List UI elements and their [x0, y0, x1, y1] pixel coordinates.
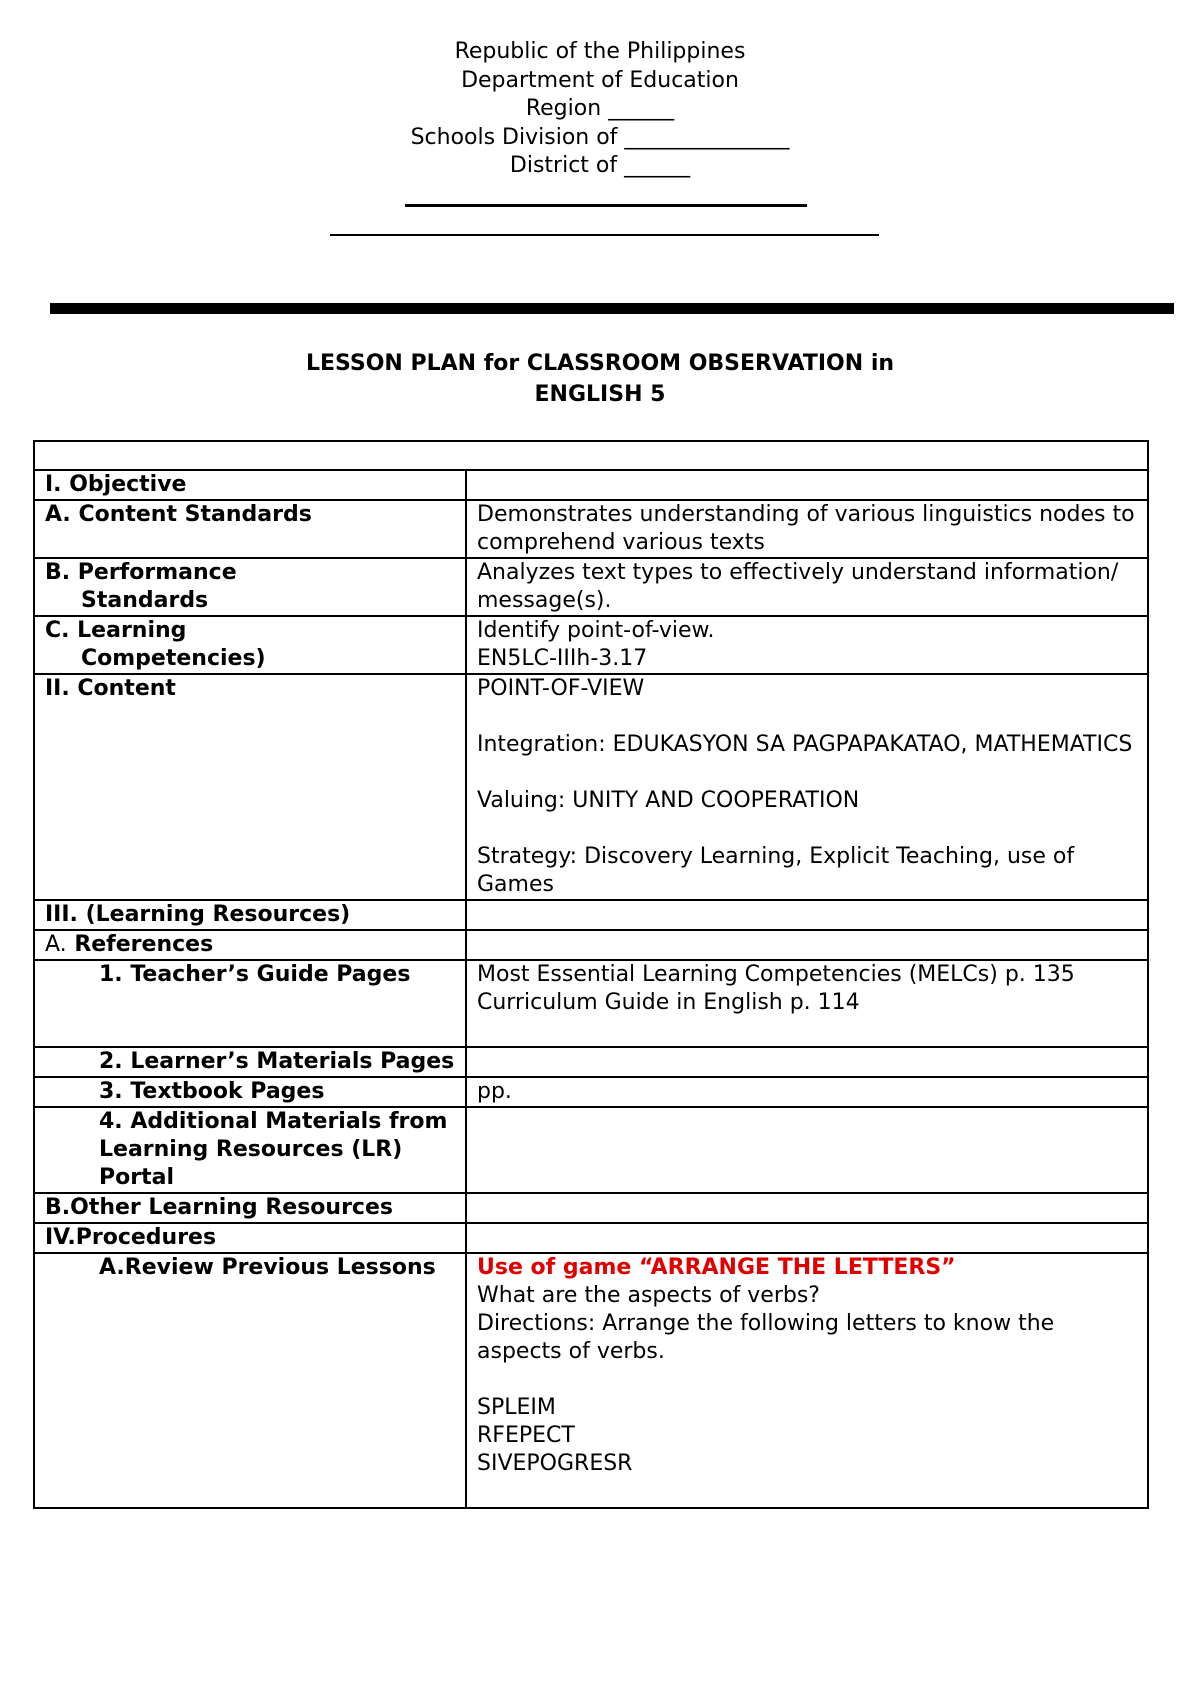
table-row-references — [34, 930, 1148, 960]
header-district: District of ______ — [509, 153, 691, 178]
spacer — [477, 815, 1137, 843]
review-lessons-value — [466, 1253, 1148, 1508]
review-game-title: Use of game “ARRANGE THE LETTERS” — [477, 1255, 956, 1280]
references-text: References — [66, 932, 214, 957]
title-line-2: ENGLISH 5 — [534, 382, 666, 407]
table-row-procedures — [34, 1223, 1148, 1253]
content-standards-label: A. Content Standards — [34, 500, 466, 558]
header-region: Region ______ — [525, 96, 675, 121]
competency-text: Identify point-of-view. — [477, 618, 715, 643]
procedures-value — [466, 1223, 1148, 1253]
table-row-performance-standards — [34, 558, 1148, 616]
scrambled-word-1: SPLEIM — [477, 1395, 556, 1420]
table-row-objective — [34, 470, 1148, 500]
header-republic: Republic of the Philippines — [454, 39, 746, 64]
learning-competencies-value — [466, 616, 1148, 674]
learning-competencies-label — [34, 616, 466, 674]
review-directions: Directions: Arrange the following letters to know the aspects of verbs. — [477, 1311, 1055, 1364]
document-header — [0, 38, 1200, 181]
additional-materials-label: 4. Additional Materials from Learning Resources (LR) Portal — [34, 1107, 466, 1193]
header-signature-line — [405, 204, 807, 207]
learning-resources-heading: III. (Learning Resources) — [34, 900, 466, 930]
content-integration: Integration: EDUKASYON SA PAGPAPAKATAO, MATHEMATICS — [477, 732, 1133, 757]
table-row-review-lessons — [34, 1253, 1148, 1508]
table-row-other-resources — [34, 1193, 1148, 1223]
content-valuing: Valuing: UNITY AND COOPERATION — [477, 788, 860, 813]
content-strategy: Strategy: Discovery Learning, Explicit Teaching, use of Games — [477, 844, 1075, 897]
teachers-guide-curriculum: Curriculum Guide in English p. 114 — [477, 990, 860, 1015]
competencies-label-line-1: C. Learning — [45, 618, 187, 643]
header-divider — [50, 303, 1174, 314]
header-division: Schools Division of _______________ — [410, 124, 790, 150]
competencies-label-line-2: Competencies) — [81, 646, 266, 671]
textbook-label: 3. Textbook Pages — [34, 1077, 466, 1107]
spacer — [477, 703, 1137, 731]
scrambled-word-2: RFEPECT — [477, 1423, 575, 1448]
content-standards-value: Demonstrates understanding of various linguistics nodes to comprehend various texts — [466, 500, 1148, 558]
review-question: What are the aspects of verbs? — [477, 1283, 820, 1308]
performance-standards-label — [34, 558, 466, 616]
teachers-guide-label: 1. Teacher’s Guide Pages — [34, 960, 466, 1047]
performance-standards-value: Analyzes text types to effectively understand information/ message(s). — [466, 558, 1148, 616]
objective-heading: I. Objective — [34, 470, 466, 500]
learners-materials-value — [466, 1047, 1148, 1077]
review-lessons-label: A.Review Previous Lessons — [34, 1253, 466, 1508]
title-line-1: LESSON PLAN for CLASSROOM OBSERVATION in — [305, 351, 895, 376]
table-row-content-standards — [34, 500, 1148, 558]
performance-label-line-2: Standards — [81, 588, 209, 613]
header-department: Department of Education — [461, 67, 739, 93]
table-row-learning-resources — [34, 900, 1148, 930]
teachers-guide-melcs: Most Essential Learning Competencies (MELCs) p. 135 — [477, 962, 1075, 987]
content-value — [466, 674, 1148, 900]
table-row-textbook — [34, 1077, 1148, 1107]
references-label — [34, 930, 466, 960]
teachers-guide-value — [466, 960, 1148, 1047]
learning-resources-value — [466, 900, 1148, 930]
lesson-plan-title — [0, 348, 1200, 410]
header-address-line — [330, 234, 879, 236]
table-row-additional-materials — [34, 1107, 1148, 1193]
content-topic: POINT-OF-VIEW — [477, 676, 645, 701]
other-resources-label: B.Other Learning Resources — [34, 1193, 466, 1223]
other-resources-value — [466, 1193, 1148, 1223]
competency-code: EN5LC-IIIh-3.17 — [477, 646, 648, 671]
lesson-plan-table — [33, 440, 1149, 1509]
blank-cell — [34, 441, 1148, 470]
references-value — [466, 930, 1148, 960]
additional-materials-value — [466, 1107, 1148, 1193]
performance-label-line-1: B. Performance — [45, 560, 237, 585]
table-row-teachers-guide — [34, 960, 1148, 1047]
content-heading: II. Content — [34, 674, 466, 900]
table-row-learners-materials — [34, 1047, 1148, 1077]
table-row-content — [34, 674, 1148, 900]
objective-value — [466, 470, 1148, 500]
spacer — [477, 1366, 1137, 1394]
textbook-value: pp. — [466, 1077, 1148, 1107]
references-prefix: A. — [45, 932, 67, 957]
learners-materials-label: 2. Learner’s Materials Pages — [34, 1047, 466, 1077]
scrambled-word-3: SIVEPOGRESR — [477, 1451, 633, 1476]
procedures-heading: IV.Procedures — [34, 1223, 466, 1253]
spacer — [477, 759, 1137, 787]
table-row-blank — [34, 441, 1148, 470]
table-row-learning-competencies — [34, 616, 1148, 674]
